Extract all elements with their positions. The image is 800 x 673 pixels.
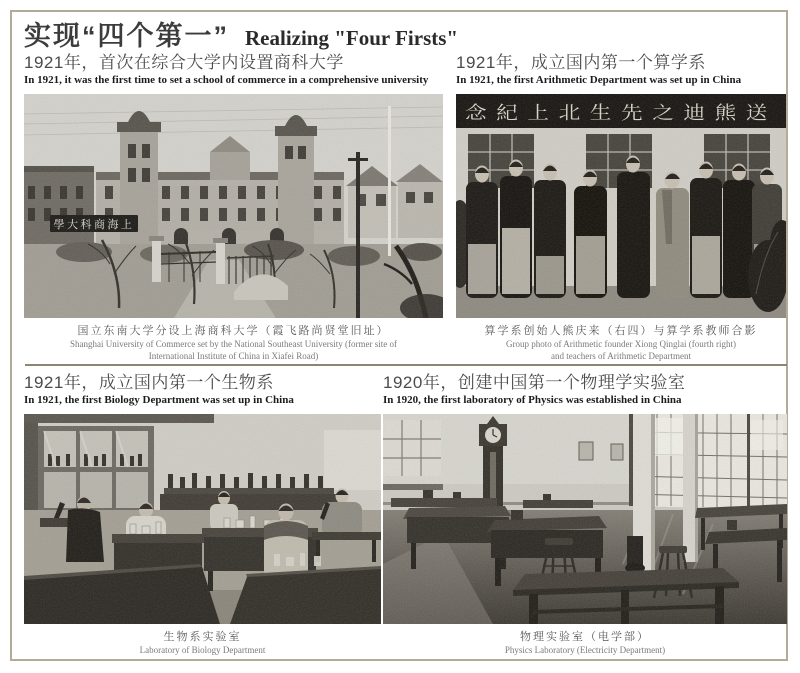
gate-sign-text: 學大科商海上 (53, 218, 135, 231)
page-title-chinese: 实现“四个第一” (24, 21, 229, 51)
heading-physics-zh: 1920年，创建中国第一个物理学实验室 (383, 373, 686, 392)
section-divider (25, 364, 787, 366)
caption-commerce-en-line: Shanghai University of Commerce set by the National Southeast University (former site of (70, 339, 397, 349)
heading-biology-en: In 1921, the first Biology Department was set up in China (24, 394, 294, 406)
caption-arithmetic-en-line: Group photo of Arithmetic founder Xiong Qinglai (fourth right) (506, 339, 736, 349)
section-physics (383, 372, 787, 656)
photo-commerce-campus (24, 94, 443, 318)
caption-physics-zh: 物理实验室（电学部） (520, 631, 650, 643)
caption-physics-en-line: Physics Laboratory (Electricity Department) (504, 645, 666, 655)
page-title-english: Realizing "Four Firsts" (245, 26, 459, 50)
caption-commerce-zh: 国立东南大学分设上海商科大学（霞飞路尚贤堂旧址） (77, 325, 390, 337)
caption-biology-en-line: Laboratory of Biology Department (139, 645, 266, 655)
caption-commerce-en-line: International Institute of China in Xiafei Road) (148, 351, 319, 361)
heading-commerce-zh: 1921年，首次在综合大学内设置商科大学 (24, 53, 344, 72)
banner-text: 念紀上北生先之迪熊送 (465, 103, 777, 124)
caption-arithmetic-en-line: and teachers of Arithmetic Department (551, 351, 691, 361)
section-arithmetic (456, 52, 786, 362)
heading-arithmetic-en: In 1921, the first Arithmetic Department was set up in China (456, 74, 742, 86)
photo-physics-lab (383, 414, 787, 624)
section-biology (24, 372, 381, 656)
photo-arithmetic-group (456, 94, 786, 318)
heading-physics-en: In 1920, the first laboratory of Physics was established in China (383, 394, 682, 406)
caption-arithmetic-zh: 算学系创始人熊庆来（右四）与算学系教师合影 (484, 325, 758, 337)
heading-arithmetic-zh: 1921年，成立国内第一个算学系 (456, 53, 706, 72)
photo-biology-lab (24, 414, 381, 624)
caption-biology-zh: 生物系实验室 (163, 631, 242, 643)
section-commerce (24, 52, 443, 362)
heading-commerce-en: In 1921, it was the first time to set a school of commerce in a comprehensive university (24, 74, 429, 86)
heading-biology-zh: 1921年，成立国内第一个生物系 (24, 373, 274, 392)
page-title (24, 14, 458, 53)
